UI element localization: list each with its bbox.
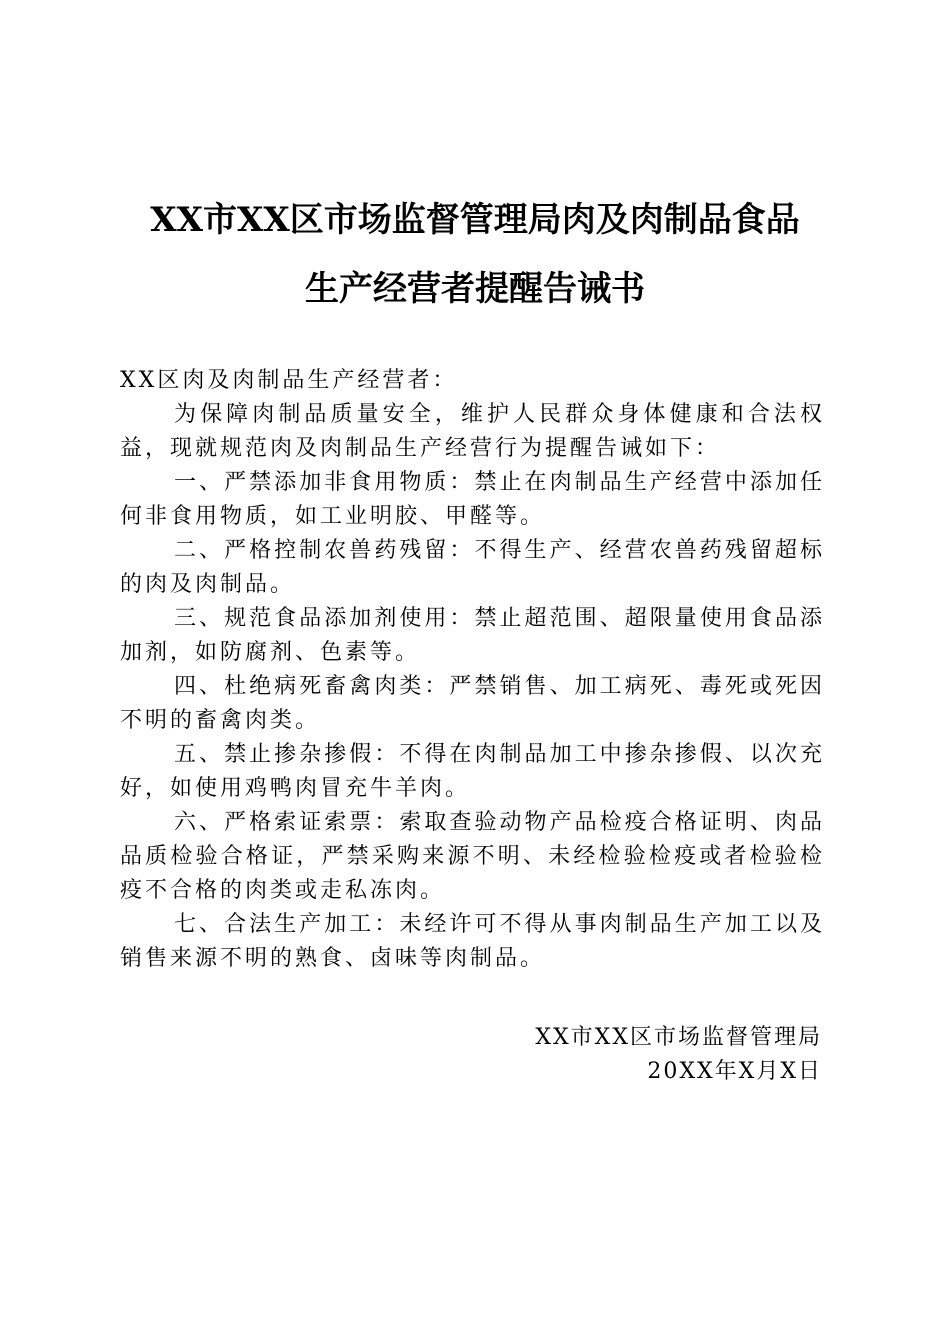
salutation: XX区肉及肉制品生产经营者： bbox=[120, 368, 458, 393]
list-item: 七、合法生产加工：未经许可不得从事肉制品生产加工以及销售来源不明的熟食、卤味等肉制品。 bbox=[120, 912, 825, 971]
signature-date: 20XX年X月X日 bbox=[647, 1059, 822, 1084]
list-item: 一、严禁添加非食用物质：禁止在肉制品生产经营中添加任何非食用物质，如工业明胶、甲醛等。 bbox=[120, 470, 825, 529]
document-title-line-1: XX市XX区市场监督管理局肉及肉制品食品 bbox=[150, 200, 800, 240]
signature-organization: XX市XX区市场监督管理局 bbox=[535, 1025, 822, 1050]
list-item: 二、严格控制农兽药残留：不得生产、经营农兽药残留超标的肉及肉制品。 bbox=[120, 538, 825, 597]
document-body bbox=[120, 398, 825, 976]
list-item: 四、杜绝病死畜禽肉类：严禁销售、加工病死、毒死或死因不明的畜禽肉类。 bbox=[120, 674, 825, 733]
list-item: 五、禁止掺杂掺假：不得在肉制品加工中掺杂掺假、以次充好，如使用鸡鸭肉冒充牛羊肉。 bbox=[120, 742, 825, 801]
list-item: 六、严格索证索票：索取查验动物产品检疫合格证明、肉品品质检验合格证，严禁采购来源不明、未经检验检疫或者检验检疫不合格的肉类或走私冻肉。 bbox=[120, 810, 825, 903]
intro-paragraph: 为保障肉制品质量安全，维护人民群众身体健康和合法权益，现就规范肉及肉制品生产经营行为提醒告诫如下： bbox=[120, 402, 825, 461]
list-item: 三、规范食品添加剂使用：禁止超范围、超限量使用食品添加剂，如防腐剂、色素等。 bbox=[120, 606, 825, 665]
document-title-line-2: 生产经营者提醒告诫书 bbox=[305, 269, 645, 309]
